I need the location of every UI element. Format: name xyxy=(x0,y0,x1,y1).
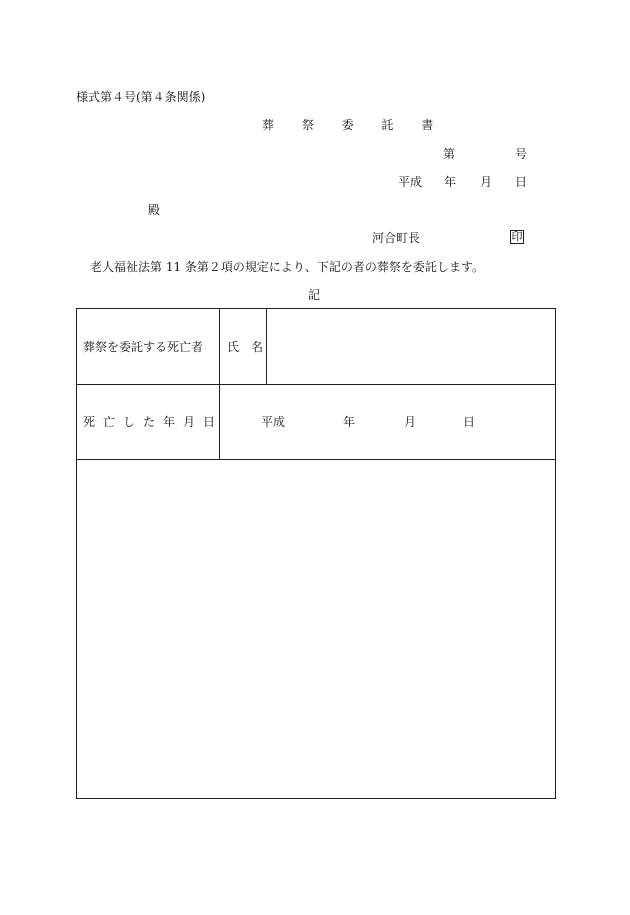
death-date-day-label: 日 xyxy=(463,415,476,429)
deceased-row-label: 葬祭を委託する死亡者 xyxy=(83,340,204,354)
number-suffix: 号 xyxy=(515,147,528,161)
death-date-month-label: 月 xyxy=(404,415,417,429)
death-date-year-label: 年 xyxy=(343,415,356,429)
death-date-era: 平成 xyxy=(261,415,286,429)
number-prefix: 第 xyxy=(443,147,456,161)
ki-heading: 記 xyxy=(308,288,321,302)
row-divider-1 xyxy=(77,384,555,385)
date-month-label: 月 xyxy=(480,175,493,189)
addressee-honorific: 殿 xyxy=(148,203,161,217)
issuer-name: 河合町長 xyxy=(372,231,421,245)
date-era: 平成 xyxy=(398,175,423,189)
statement-text: 老人福祉法第 11 条第２項の規定により、下記の者の葬祭を委託します。 xyxy=(90,260,484,274)
name-label-divider xyxy=(266,309,267,384)
label-column-divider xyxy=(219,309,220,459)
form-number: 様式第４号(第４条関係) xyxy=(76,90,206,104)
date-day-label: 日 xyxy=(515,175,528,189)
death-date-row-label: 死亡した年月日 xyxy=(83,415,224,429)
document-title: 葬 祭 委 託 書 xyxy=(262,118,446,132)
date-year-label: 年 xyxy=(444,175,457,189)
entrustment-table xyxy=(76,308,556,799)
row-divider-2 xyxy=(77,459,555,460)
deceased-name-field[interactable] xyxy=(274,329,544,365)
details-area[interactable] xyxy=(83,469,549,789)
seal-stamp: 印 xyxy=(511,230,523,243)
name-label: 氏 名 xyxy=(227,340,264,354)
